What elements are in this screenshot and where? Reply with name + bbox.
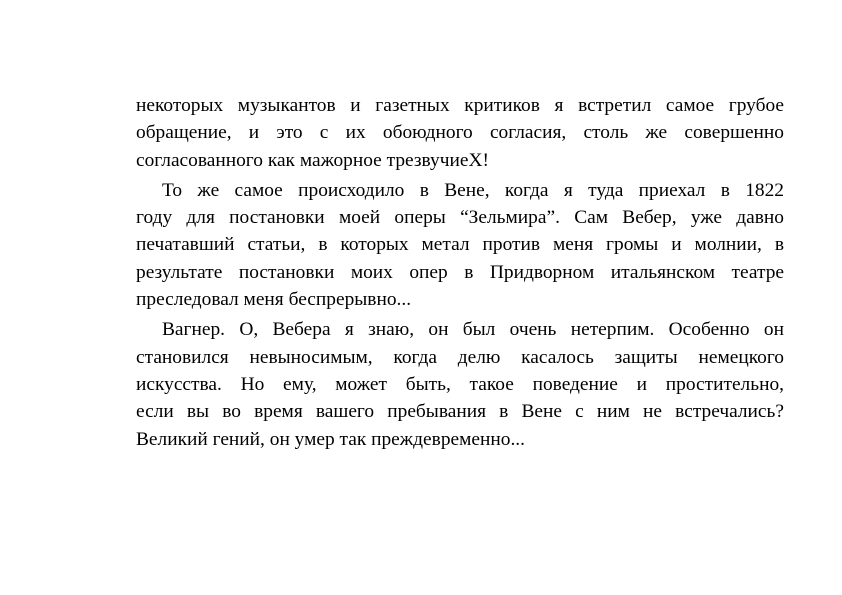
- paragraph-2: [136, 177, 784, 313]
- text-line: То же самое происходило в Вене, когда я туда приехал в 1822: [162, 179, 784, 201]
- text-line: если вы во время вашего пребывания в Вене с ним не встречались?: [136, 401, 784, 423]
- text-line: становился невыносимым, когда делю касалось защиты немецкого: [136, 346, 784, 368]
- text-line: обращение, и это с их обоюдного согласия, столь же совершенно: [136, 122, 784, 144]
- text-line: году для постановки моей оперы “Зельмира”. Сам Вебер, уже давно: [136, 207, 784, 229]
- paragraph-1: [136, 92, 784, 174]
- document-text: [136, 92, 784, 453]
- text-line: искусства. Но ему, может быть, такое поведение и простительно,: [136, 373, 784, 395]
- text-line: преследовал меня беспрерывно...: [136, 289, 412, 311]
- paragraph-3: [136, 316, 784, 452]
- text-line: Вагнер. О, Вебера я знаю, он был очень нетерпим. Особенно он: [162, 319, 784, 341]
- text-line: результате постановки моих опер в Придворном итальянском театре: [136, 261, 784, 283]
- text-line: согласованного как мажорное трезвучиеX!: [136, 149, 489, 171]
- text-line: Великий гений, он умер так преждевременно...: [136, 428, 525, 450]
- text-line: печатавший статьи, в которых метал против меня громы и молнии, в: [136, 234, 784, 256]
- text-line: некоторых музыкантов и газетных критиков я встретил самое грубое: [136, 95, 784, 116]
